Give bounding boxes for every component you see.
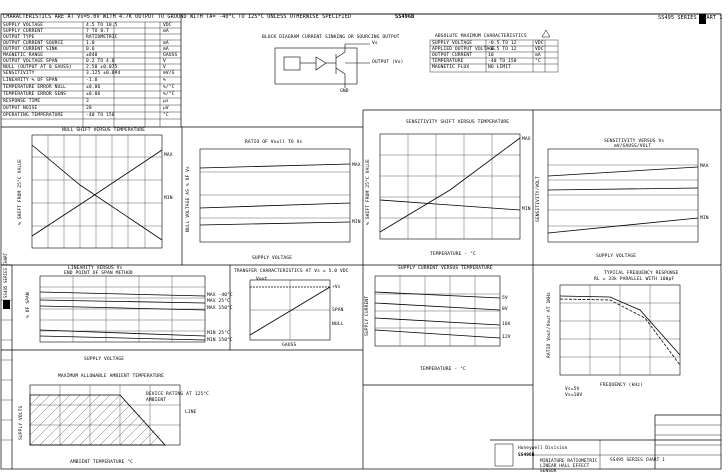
- supply-current-legend-item: 12V: [502, 335, 511, 340]
- ratio-max-line: [200, 164, 350, 168]
- linearity-legend-item: MIN 150°C: [207, 338, 233, 343]
- sens-shift-max-label: MAX: [522, 137, 531, 142]
- linearity-legend-item: MAX 25°C: [207, 299, 230, 304]
- spec-row-value: ±0.06: [86, 85, 101, 90]
- spec-row-label: OUTPUT TYPE: [3, 35, 35, 40]
- spec-row-unit: VDC: [163, 23, 172, 28]
- freq-ylabel: RATIO Vout/Vout AT 1KHz: [547, 292, 552, 358]
- sens-vs-subtitle: mV/GAUSS/VOLT: [614, 144, 652, 149]
- spec-row-value: -40 TO 150: [86, 113, 115, 118]
- title-block-series: SS495 SERIES CHART 1: [610, 458, 665, 463]
- spec-row-value: 4.5 TO 10.5: [86, 23, 118, 28]
- linearity-legend-item: MAX -40°C: [207, 293, 233, 298]
- linearity-ylabel: % OF SPAN: [26, 292, 31, 318]
- spec-row-label: OUTPUT NOISE: [3, 106, 38, 111]
- sheet-border: [1, 14, 721, 469]
- linearity-title: LINEARITY VERSUS Vs: [68, 266, 123, 271]
- abs-max-label: MAGNETIC FLUX: [432, 65, 470, 70]
- spec-row-unit: °C: [163, 113, 169, 118]
- spec-row-label: SENSITIVITY: [3, 71, 35, 76]
- transfer-label-null: NULL: [332, 322, 344, 327]
- spec-row-label: SUPPLY CURRENT: [3, 29, 44, 34]
- spec-row-label: RESPONSE TIME: [3, 99, 41, 104]
- sens-vs-max-label: MAX: [700, 164, 709, 169]
- null-shift-max-line: [32, 145, 162, 240]
- spec-row-value: 7 TO 8.7: [86, 29, 109, 34]
- spec-row-unit: V: [163, 59, 166, 64]
- sens-shift-xlabel: TEMPERATURE - °C: [430, 252, 476, 257]
- spec-row-value: 28: [86, 106, 92, 111]
- conditions-header: CHARACTERISTICS ARE AT Vs=5.0V WITH 4.7K OUTPUT TO GROUND WITH TA= -40°C TO 125°C UNLESS OTHERWISE SPECIFIED: [3, 14, 352, 20]
- linearity-legend-item: MIN 25°C: [207, 331, 230, 336]
- ratio-title: RATIO OF Vnull TO Vs: [245, 140, 303, 145]
- null-shift-title: NULL SHIFT VERSUS TEMPERATURE: [62, 128, 146, 133]
- null-shift-min-line: [32, 150, 162, 236]
- spec-row-unit: %/°C: [163, 92, 175, 97]
- abs-max-label: TEMPERATURE: [432, 59, 464, 64]
- series-chart-header: SS495 SERIES CHART 1: [658, 15, 723, 21]
- spec-row-label: OUTPUT CURRENT SOURCE: [3, 41, 64, 46]
- spec-row-value: 3: [86, 99, 89, 104]
- abs-max-unit: VDC: [535, 41, 544, 46]
- block-vs-label: Vs: [372, 41, 378, 46]
- block-output-label: OUTPUT (Vo): [372, 60, 404, 65]
- spec-row-unit: %: [163, 78, 166, 83]
- abs-max-title: ABSOLUTE MAXIMUM CHARACTERISTICS: [435, 34, 527, 39]
- title-block-description: MINIATURE RATIOMETRIC LINEAR HALL EFFECT SENSOR: [540, 459, 598, 474]
- spec-row-label: OUTPUT CURRENT SINK: [3, 47, 58, 52]
- supply-current-ylabel: SUPPLY CURRENT: [365, 295, 370, 336]
- spec-row-unit: mV/G: [163, 71, 175, 76]
- transfer-xlabel: GAUSS: [282, 343, 297, 348]
- ratio-xlabel: SUPPLY VOLTAGE: [252, 256, 293, 261]
- transfer-ylabel: Vout: [256, 277, 268, 282]
- sens-shift-min-line: [380, 200, 520, 210]
- spec-row-unit: mA: [163, 41, 169, 46]
- spec-row-label: OPERATING TEMPERATURE: [3, 113, 64, 118]
- linearity-max-40: [40, 292, 205, 296]
- freq-legend-item: Vs=10V: [565, 393, 583, 398]
- linearity-subtitle: END POINT OF SPAN METHOD: [64, 271, 133, 276]
- spec-row-label: LINEARITY % OF SPAN: [3, 78, 58, 83]
- max-ambient-label: AMBIENT: [146, 398, 167, 403]
- supply-current-legend-item: 8V: [502, 307, 508, 312]
- sens-vs-mid-line: [548, 188, 698, 190]
- ratio-ylabel: NULL VOLTAGE AS % OF Vs: [186, 166, 191, 232]
- spec-row-value: ±0.06: [86, 92, 101, 97]
- spec-row-label: SUPPLY VOLTAGE: [3, 23, 44, 28]
- linearity-legend-item: MAX 150°C: [207, 306, 233, 311]
- ratio-min-line: [200, 222, 350, 225]
- abs-max-label: APPLIED OUTPUT VOLTAGE: [432, 47, 496, 52]
- max-ambient-ylabel: SUPPLY VOLTS: [19, 405, 24, 440]
- spec-row-unit: mA: [163, 47, 169, 52]
- block-diagram-title: BLOCK DIAGRAM CURRENT SINKING OR SOURCING OUTPUT: [262, 35, 400, 40]
- transfer-title: TRANSFER CHARACTERISTICS AT Vs = 5.0 VDC: [234, 269, 349, 274]
- block-diagram: [275, 44, 370, 88]
- sens-shift-ylabel: % SHIFT FROM 25°C VALUE: [366, 159, 371, 225]
- spec-row-label: TEMPERATURE ERROR NULL: [3, 85, 67, 90]
- ratio-plot: [200, 149, 350, 242]
- abs-max-unit: °C: [535, 59, 541, 64]
- spec-row-unit: GAUSS: [163, 53, 178, 58]
- spec-row-unit: V: [163, 65, 166, 70]
- null-shift-plot: [32, 135, 162, 248]
- sens-shift-title: SENSITIVITY SHIFT VERSUS TEMPERATURE: [406, 120, 510, 125]
- transfer-label-span: SPAN: [332, 308, 344, 313]
- sens-vs-plot: [548, 149, 698, 242]
- supply-current-xlabel: TEMPERATURE - °C: [420, 367, 466, 372]
- title-block-logo: [495, 444, 513, 466]
- spec-row-label: MAGNETIC RANGE: [3, 53, 44, 58]
- abs-max-value: -0.5 TO 12: [488, 41, 517, 46]
- null-shift-ylabel: % SHIFT FROM 25°C VALUE: [18, 159, 23, 225]
- abs-max-value: NO LIMIT: [488, 65, 511, 70]
- sens-vs-max-line: [548, 167, 698, 176]
- spec-row-unit: %/°C: [163, 85, 175, 90]
- linearity-xlabel: SUPPLY VOLTAGE: [84, 357, 125, 362]
- freq-xlabel: FREQUENCY (kHz): [600, 383, 643, 388]
- warning-triangle-icon: [542, 30, 550, 37]
- abs-max-label: OUTPUT CURRENT: [432, 53, 473, 58]
- spec-row-unit: µs: [163, 99, 169, 104]
- ratio-max-label: MAX: [352, 163, 361, 168]
- side-logo-mark: [3, 300, 10, 309]
- ratio-min-label: MIN: [352, 220, 361, 225]
- spec-row-value: 3.125 ±0.094: [86, 71, 121, 76]
- linearity-min-150: [40, 336, 205, 340]
- null-shift-min-label: MIN: [164, 196, 173, 201]
- null-shift-max-label: MAX: [164, 153, 173, 158]
- sens-shift-plot: [380, 134, 520, 239]
- sens-vs-title: SENSITIVITY VERSUS Vs: [604, 139, 665, 144]
- max-ambient-label: DEVICE RATING AT 125°C: [146, 392, 210, 397]
- abs-max-unit: VDC: [535, 47, 544, 52]
- transfer-label-vs: +Vs: [332, 285, 341, 290]
- spec-row-value: 0.6: [86, 47, 95, 52]
- max-ambient-hatch: [30, 395, 160, 445]
- title-block-company: Honeywell Division: [518, 446, 568, 451]
- supply-current-legend-item: 10V: [502, 322, 511, 327]
- spec-row-label: TEMPERATURE ERROR SENS: [3, 92, 67, 97]
- side-series-label: SS495 SERIES CHART: [3, 252, 8, 298]
- sens-vs-min-line: [548, 218, 698, 233]
- spec-row-value: 2.50 ±0.075: [86, 65, 118, 70]
- freq-legend-item: Vs=5V: [565, 387, 580, 392]
- sens-shift-min-label: MIN: [522, 207, 531, 212]
- abs-max-label: SUPPLY VOLTAGE: [432, 41, 473, 46]
- abs-max-value: 10: [488, 53, 494, 58]
- part-number-header: SS496B: [395, 14, 415, 20]
- abs-max-value: -0.5 TO 12: [488, 47, 517, 52]
- freq-title: TYPICAL FREQUENCY RESPONSE: [604, 271, 679, 276]
- freq-subtitle: RL = 33k PARALLEL WITH 100pF: [594, 277, 675, 282]
- spec-row-unit: µV: [163, 106, 169, 111]
- sens-vs-min-label: MIN: [700, 216, 709, 221]
- abs-max-unit: mA: [535, 53, 541, 58]
- spec-row-value: RATIOMETRIC: [86, 35, 118, 40]
- max-ambient-label: LINE: [185, 410, 197, 415]
- supply-current-legend-item: 5V: [502, 296, 508, 301]
- sens-vs-ylabel: SENSITIVITY/VOLT: [536, 176, 541, 222]
- spec-row-value: -1.0: [86, 78, 98, 83]
- spec-row-value: ±840: [86, 53, 98, 58]
- block-ground-label: GND: [340, 89, 349, 94]
- spec-row-label: OUTPUT VOLTAGE SPAN: [3, 59, 58, 64]
- abs-max-value: -40 TO 150: [488, 59, 517, 64]
- spec-row-label: NULL (OUTPUT AT 0 GAUSS): [3, 65, 72, 70]
- title-block-part: SS496B: [518, 453, 535, 458]
- spec-row-value: 1.0: [86, 41, 95, 46]
- ratio-mid-line: [200, 203, 350, 208]
- spec-row-value: 0.2 TO 4.8: [86, 59, 115, 64]
- spec-row-unit: mA: [163, 29, 169, 34]
- supply-current-title: SUPPLY CURRENT VERSUS TEMPERATURE: [398, 266, 493, 271]
- max-ambient-xlabel: AMBIENT TEMPERATURE °C: [70, 460, 134, 465]
- sens-vs-xlabel: SUPPLY VOLTAGE: [596, 254, 637, 259]
- max-ambient-title: MAXIMUM ALLOWABLE AMBIENT TEMPERATURE: [58, 374, 165, 379]
